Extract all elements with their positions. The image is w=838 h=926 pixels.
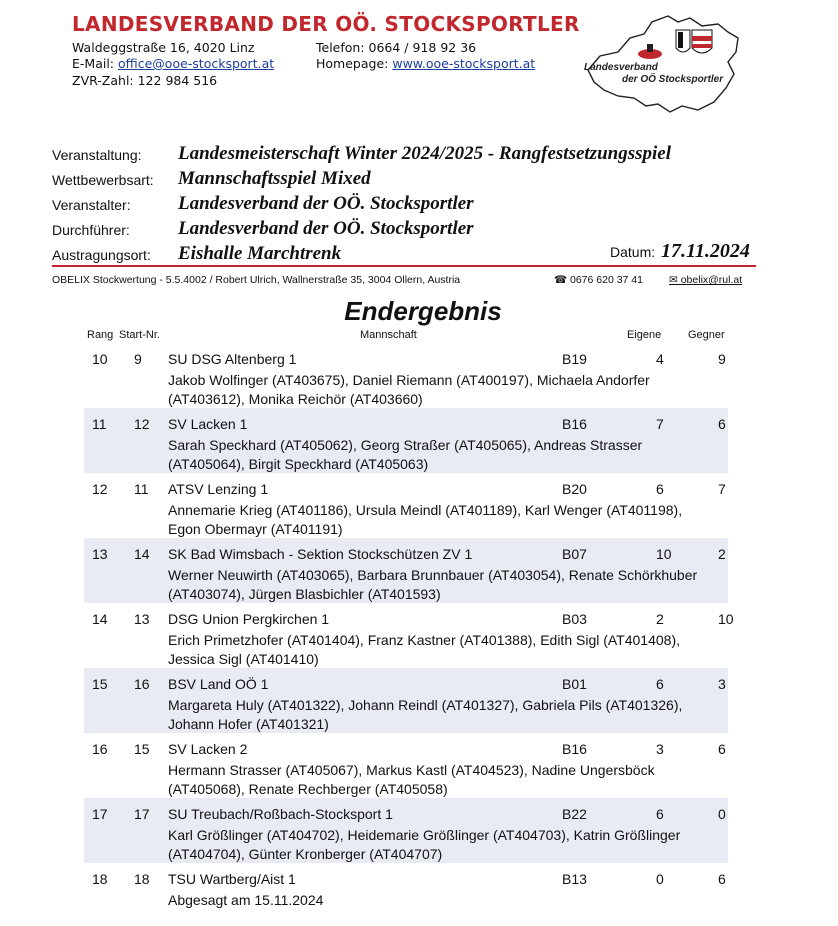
executor: Landesverband der OÖ. Stocksportler bbox=[178, 218, 474, 239]
result-row bbox=[84, 668, 728, 733]
competition-type: Mannschaftsspiel Mixed bbox=[178, 168, 371, 189]
result-row bbox=[84, 603, 734, 668]
rank-cell: 11 bbox=[92, 416, 107, 432]
rank-cell: 12 bbox=[92, 481, 108, 497]
homepage-label: Homepage: bbox=[316, 56, 389, 71]
homepage-line bbox=[316, 56, 535, 71]
org-title: LANDESVERBAND DER OÖ. STOCKSPORTLER bbox=[72, 12, 580, 36]
rank-cell: 17 bbox=[92, 806, 108, 822]
team-name-cell: DSG Union Pergkirchen 1 bbox=[168, 611, 330, 627]
own-points-cell: 2 bbox=[656, 611, 664, 627]
players-cell: Karl Größlinger (AT404702), Heidemarie Größlinger (AT404703), Katrin Größlinger (AT404704), Günter Kronberger (AT404707) bbox=[168, 827, 681, 862]
start-number-cell: 12 bbox=[134, 416, 150, 432]
software-email[interactable]: ✉ obelix@rul.at bbox=[669, 274, 743, 286]
lane-cell: B01 bbox=[562, 676, 587, 692]
opponent-points-cell: 9 bbox=[718, 351, 726, 367]
players-cell: Werner Neuwirth (AT403065), Barbara Brunnbauer (AT403054), Renate Schörkhuber (AT403074), Jürgen Blasbichler (AT401593) bbox=[168, 567, 698, 602]
players-cell: Erich Primetzhofer (AT401404), Franz Kastner (AT401388), Edith Sigl (AT401408), Jessica Sigl (AT401410) bbox=[168, 632, 681, 667]
result-row bbox=[84, 733, 728, 798]
players-cell: Hermann Strasser (AT405067), Markus Kastl (AT404523), Nadine Ungersböck (AT405068), Renate Rechberger (AT405058) bbox=[168, 762, 655, 797]
players-cell: Sarah Speckhard (AT405062), Georg Straßer (AT405065), Andreas Strasser (AT405064), Birgit Speckhard (AT405063) bbox=[168, 437, 643, 472]
logo-text-1: Landesverband bbox=[584, 62, 658, 73]
email-link[interactable]: office@ooe-stocksport.at bbox=[118, 56, 275, 71]
team-name-cell: BSV Land OÖ 1 bbox=[168, 676, 269, 692]
rank-cell: 14 bbox=[92, 611, 108, 627]
team-name-cell: ATSV Lenzing 1 bbox=[168, 481, 269, 497]
players-cell: Abgesagt am 15.11.2024 bbox=[168, 892, 324, 908]
result-row bbox=[84, 343, 728, 408]
lane-cell: B22 bbox=[562, 806, 587, 822]
own-points-cell: 10 bbox=[656, 546, 672, 562]
date-label: Datum: bbox=[610, 244, 656, 260]
lane-cell: B13 bbox=[562, 871, 587, 887]
team-name-cell: SV Lacken 1 bbox=[168, 416, 248, 432]
start-number-cell: 15 bbox=[134, 741, 150, 757]
own-points-cell: 0 bbox=[656, 871, 664, 887]
organizer: Landesverband der OÖ. Stocksportler bbox=[178, 193, 474, 214]
curling-stone-icon bbox=[638, 44, 662, 59]
email-line bbox=[72, 56, 274, 71]
lane-cell: B20 bbox=[562, 481, 587, 497]
start-number-cell: 9 bbox=[134, 351, 142, 367]
lane-cell: B16 bbox=[562, 741, 587, 757]
event-label: Veranstaltung: bbox=[52, 147, 142, 163]
team-name-cell: SU Treubach/Roßbach-Stocksport 1 bbox=[168, 806, 393, 822]
players-cell: Jakob Wolfinger (AT403675), Daniel Riemann (AT400197), Michaela Andorfer (AT403612), Monika Reichör (AT403660) bbox=[168, 372, 650, 407]
date-value: 17.11.2024 bbox=[661, 240, 750, 262]
software-phone: ☎ 0676 620 37 41 bbox=[554, 274, 643, 286]
opponent-points-cell: 0 bbox=[718, 806, 726, 822]
result-row bbox=[84, 408, 728, 473]
start-number-cell: 14 bbox=[134, 546, 150, 562]
start-number-cell: 16 bbox=[134, 676, 150, 692]
venue: Eishalle Marchtrenk bbox=[178, 243, 342, 264]
homepage-link[interactable]: www.ooe-stocksport.at bbox=[392, 56, 536, 71]
start-number-cell: 17 bbox=[134, 806, 150, 822]
event-name: Landesmeisterschaft Winter 2024/2025 - Rangfestsetzungsspiel bbox=[178, 143, 671, 164]
opponent-points-cell: 6 bbox=[718, 741, 726, 757]
start-number-cell: 13 bbox=[134, 611, 150, 627]
address: Waldeggstraße 16, 4020 Linz bbox=[72, 40, 255, 55]
team-name-cell: SU DSG Altenberg 1 bbox=[168, 351, 297, 367]
opponent-points-cell: 10 bbox=[718, 611, 734, 627]
venue-label: Austragungsort: bbox=[52, 247, 151, 263]
players-cell: Margareta Huly (AT401322), Johann Reindl (AT401327), Gabriela Pils (AT401326), Johann Hofer (AT401321) bbox=[168, 697, 683, 732]
col-start: Start-Nr. bbox=[119, 329, 160, 341]
team-name-cell: SV Lacken 2 bbox=[168, 741, 248, 757]
result-row bbox=[84, 863, 728, 913]
lane-cell: B16 bbox=[562, 416, 587, 432]
col-own: Eigene bbox=[627, 329, 662, 341]
phone: Telefon: 0664 / 918 92 36 bbox=[316, 40, 477, 55]
col-team: Mannschaft bbox=[360, 329, 417, 341]
players-cell: Annemarie Krieg (AT401186), Ursula Meindl (AT401189), Karl Wenger (AT401198), Egon Obermayr (AT401191) bbox=[168, 502, 683, 537]
software-credit: OBELIX Stockwertung - 5.5.4002 / Robert Ulrich, Wallnerstraße 35, 3004 Ollern, Austria bbox=[52, 274, 461, 286]
team-name-cell: SK Bad Wimsbach - Sektion Stockschützen ZV 1 bbox=[168, 546, 473, 562]
result-row bbox=[84, 538, 728, 603]
own-points-cell: 7 bbox=[656, 416, 664, 432]
email-label: E-Mail: bbox=[72, 56, 115, 71]
team-name-cell: TSU Wartberg/Aist 1 bbox=[168, 871, 296, 887]
opponent-points-cell: 6 bbox=[718, 871, 726, 887]
result-row bbox=[84, 798, 728, 863]
zvr-number: ZVR-Zahl: 122 984 516 bbox=[72, 73, 218, 88]
results-title: Endergebnis bbox=[344, 296, 502, 326]
type-label: Wettbewerbsart: bbox=[52, 172, 154, 188]
opponent-points-cell: 3 bbox=[718, 676, 726, 692]
own-points-cell: 6 bbox=[656, 806, 664, 822]
rank-cell: 18 bbox=[92, 871, 108, 887]
own-points-cell: 4 bbox=[656, 351, 664, 367]
rank-cell: 10 bbox=[92, 351, 108, 367]
own-points-cell: 6 bbox=[656, 481, 664, 497]
start-number-cell: 11 bbox=[134, 481, 149, 497]
result-row bbox=[84, 473, 728, 538]
separator-line bbox=[52, 265, 756, 267]
association-logo bbox=[578, 8, 748, 118]
own-points-cell: 3 bbox=[656, 741, 664, 757]
start-number-cell: 18 bbox=[134, 871, 150, 887]
own-points-cell: 6 bbox=[656, 676, 664, 692]
col-rank: Rang bbox=[87, 329, 114, 341]
coat-of-arms-icon bbox=[676, 30, 712, 53]
rank-cell: 13 bbox=[92, 546, 108, 562]
col-opp: Gegner bbox=[688, 329, 725, 341]
logo-text-2: der OÖ Stocksportler bbox=[622, 74, 724, 85]
opponent-points-cell: 2 bbox=[718, 546, 726, 562]
opponent-points-cell: 7 bbox=[718, 481, 726, 497]
lane-cell: B03 bbox=[562, 611, 587, 627]
executor-label: Durchführer: bbox=[52, 222, 130, 238]
opponent-points-cell: 6 bbox=[718, 416, 726, 432]
lane-cell: B07 bbox=[562, 546, 587, 562]
rank-cell: 15 bbox=[92, 676, 108, 692]
rank-cell: 16 bbox=[92, 741, 108, 757]
lane-cell: B19 bbox=[562, 351, 587, 367]
organizer-label: Veranstalter: bbox=[52, 197, 131, 213]
